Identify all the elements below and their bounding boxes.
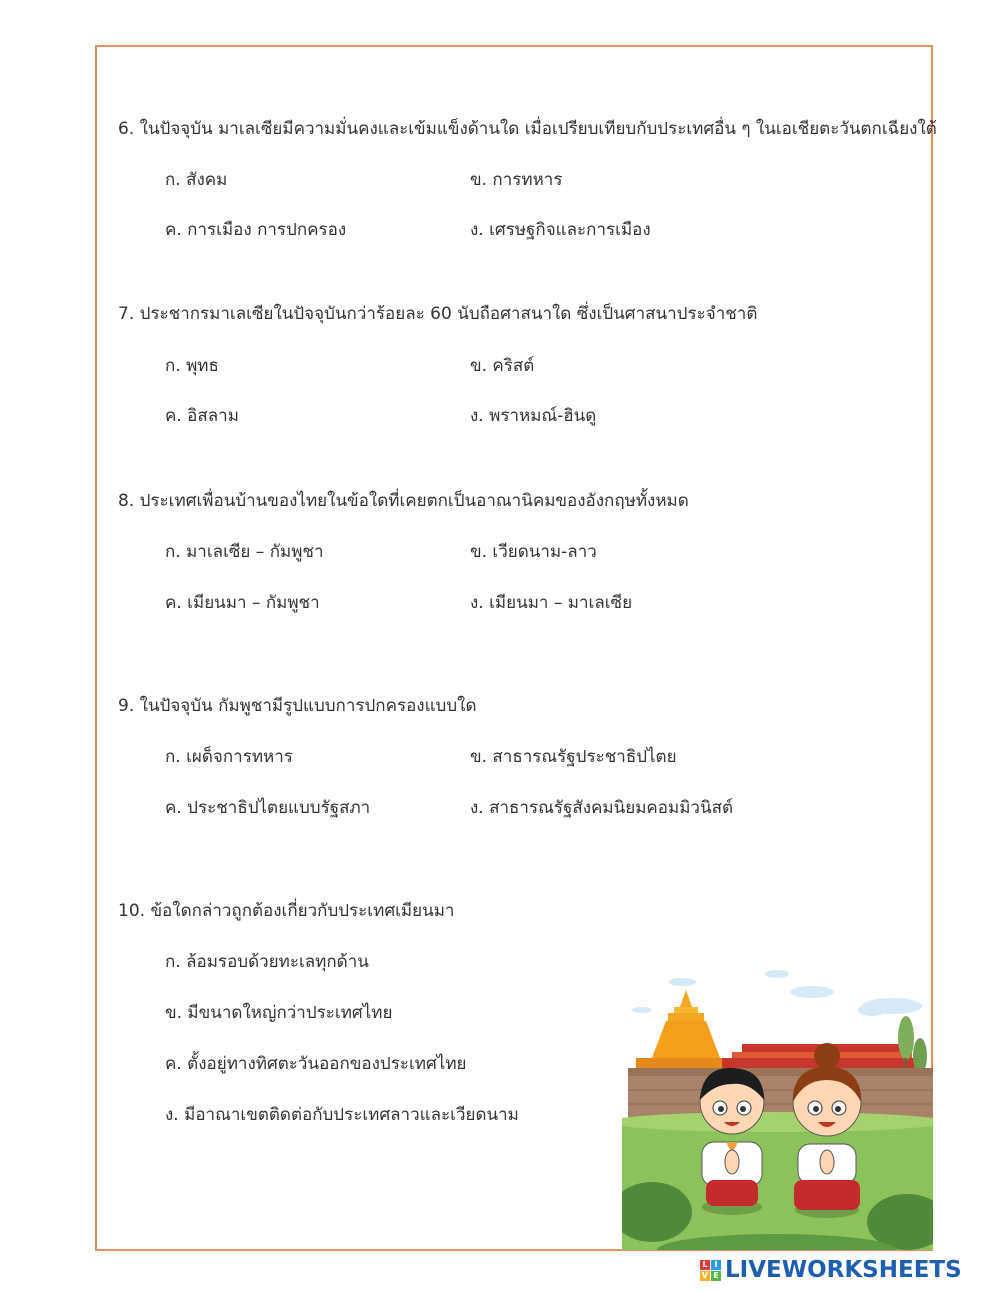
- q7-option-d[interactable]: ง. พราหมณ์-ฮินดู: [470, 406, 597, 426]
- q9-option-b[interactable]: ข. สาธารณรัฐประชาธิปไตย: [470, 747, 677, 767]
- q9-option-a[interactable]: ก. เผด็จการทหาร: [165, 747, 293, 767]
- q8-option-d[interactable]: ง. เมียนมา – มาเลเซีย: [470, 593, 633, 613]
- question-6: 6. ในปัจจุบัน มาเลเซียมีความมั่นคงและเข้มแข็งด้านใด เมื่อเปรียบเทียบกับประเทศอื่น ๆ ในเอเชียตะวันตกเฉียงใต้: [118, 119, 937, 139]
- q10-option-c[interactable]: ค. ตั้งอยู่ทางทิศตะวันออกของประเทศไทย: [165, 1054, 467, 1074]
- question-8: 8. ประเทศเพื่อนบ้านของไทยในข้อใดที่เคยตกเป็นอาณานิคมของอังกฤษทั้งหมด: [118, 491, 689, 511]
- q6-option-d[interactable]: ง. เศรษฐกิจและการเมือง: [470, 220, 651, 240]
- q10-option-b[interactable]: ข. มีขนาดใหญ่กว่าประเทศไทย: [165, 1003, 393, 1023]
- liveworksheets-wordmark: LIVEWORKSHEETS: [725, 1257, 962, 1283]
- q10-option-a[interactable]: ก. ล้อมรอบด้วยทะเลทุกด้าน: [165, 952, 369, 972]
- q7-option-a[interactable]: ก. พุทธ: [165, 356, 219, 376]
- q6-option-a[interactable]: ก. สังคม: [165, 170, 228, 190]
- question-10: 10. ข้อใดกล่าวถูกต้องเกี่ยวกับประเทศเมียนมา: [118, 901, 455, 921]
- q7-option-b[interactable]: ข. คริสต์: [470, 356, 535, 376]
- question-7: 7. ประชากรมาเลเซียในปัจจุบันกว่าร้อยละ 60 นับถือศาสนาใด ซึ่งเป็นศาสนาประจำชาติ: [118, 304, 758, 324]
- q6-option-b[interactable]: ข. การทหาร: [470, 170, 563, 190]
- liveworksheets-logo: [700, 1255, 962, 1285]
- q8-option-c[interactable]: ค. เมียนมา – กัมพูชา: [165, 593, 320, 613]
- q6-option-c[interactable]: ค. การเมือง การปกครอง: [165, 220, 347, 240]
- q9-option-d[interactable]: ง. สาธารณรัฐสังคมนิยมคอมมิวนิสต์: [470, 798, 733, 818]
- q9-option-c[interactable]: ค. ประชาธิปไตยแบบรัฐสภา: [165, 798, 371, 818]
- q8-option-a[interactable]: ก. มาเลเซีย – กัมพูชา: [165, 542, 324, 562]
- thai-children-illustration: [622, 962, 933, 1250]
- q10-option-d[interactable]: ง. มีอาณาเขตติดต่อกับประเทศลาวและเวียดนาม: [165, 1105, 519, 1125]
- q7-option-c[interactable]: ค. อิสลาม: [165, 406, 239, 426]
- question-9: 9. ในปัจจุบัน กัมพูชามีรูปแบบการปกครองแบบใด: [118, 696, 477, 716]
- q8-option-b[interactable]: ข. เวียดนาม-ลาว: [470, 542, 597, 562]
- liveworksheets-logo-icon: L I V E: [700, 1260, 721, 1281]
